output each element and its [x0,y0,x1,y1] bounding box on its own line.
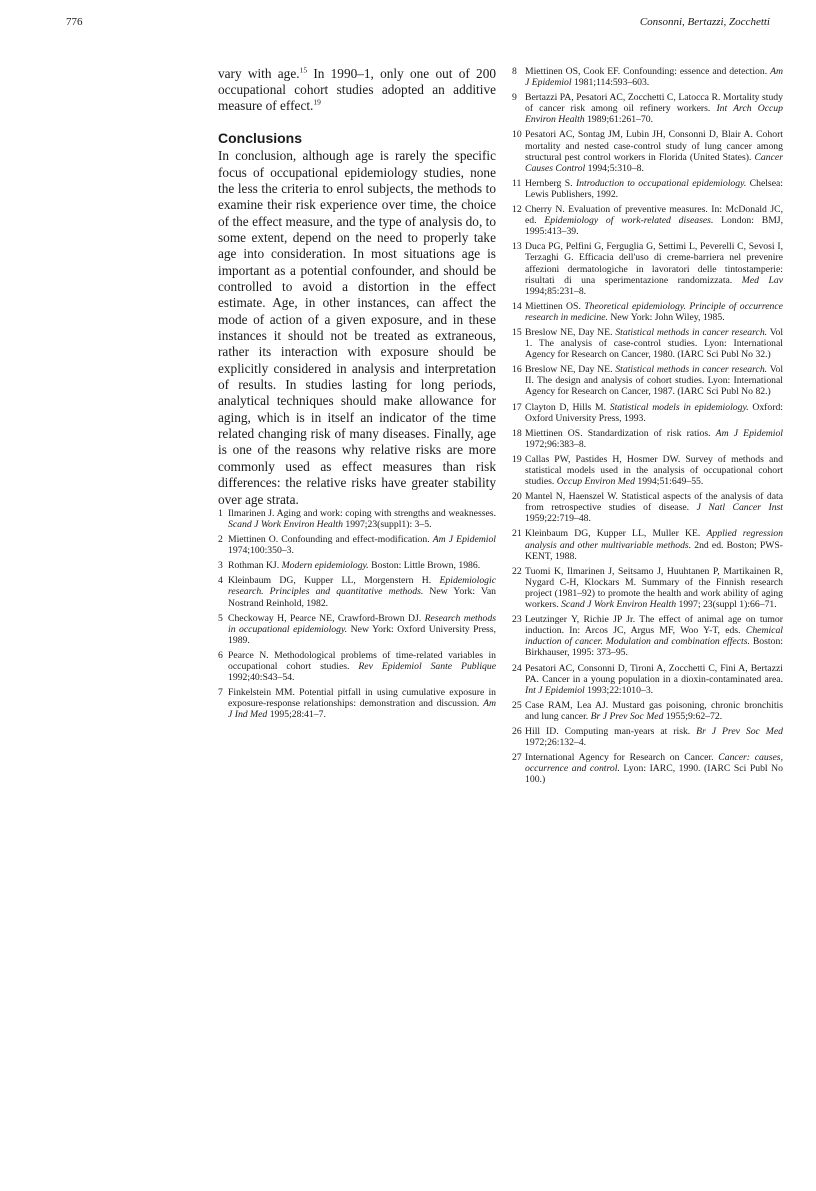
reference-text: Kleinbaum DG, Kupper LL, Muller KE. [525,528,707,540]
reference-number: 13 [512,241,522,253]
reference-number: 26 [512,725,522,737]
reference-details: 1992;40:S43–54. [228,672,295,684]
reference-number: 5 [218,612,223,624]
reference-number: 17 [512,401,522,413]
reference-item [218,560,496,571]
reference-details: 1994;51:649–55. [634,476,704,488]
reference-number: 6 [218,649,223,661]
reference-details: 2nd ed. Boston; PWS-KENT, 1988. [525,539,783,562]
reference-details: 1995;28:41–7. [267,709,326,721]
reference-number: 15 [512,326,522,338]
reference-item [512,364,783,397]
running-head: Consonni, Bertazzi, Zocchetti [639,16,770,28]
reference-details: 1993;22:1010–3. [584,684,654,696]
reference-text: Miettinen OS. Standardization of risk ratios. [525,427,716,439]
reference-details: Vol 1. The analysis of case-control studies. Lyon: International Agency for Research on Cancer, 1980. (IARC Sci Publ No 32.) [525,326,784,361]
reference-text: Bertazzi PA, Pesatori AC, Zocchetti C, Latocca R. Mortality study of cancer risk among oil refinery workers. [525,92,783,115]
reference-text: Tuomi K, Ilmarinen J, Seitsamo J, Huuhtanen P, Martikainen R, Nygard C-H, Klockars M. Summary of the Finnish research project (1981–92) to promote the health and work ability of aging workers. [525,565,783,611]
reference-source: Br J Prev Soc Med [696,725,783,737]
reference-details: Chelsea: Lewis Publishers, 1992. [525,177,783,200]
reference-item [512,726,783,748]
reference-text: Checkoway H, Pearce NE, Crawford-Brown DJ. [228,612,425,624]
reference-item [218,508,496,530]
reference-source: Statistical methods in cancer research. [615,326,768,338]
reference-text: Miettinen O. Confounding and effect-modification. [228,534,433,546]
conclusions-heading: Conclusions [218,130,303,147]
reference-source: Chemical induction of cancer. Modulation and combination effects. [525,625,783,648]
reference-item [512,454,783,487]
reference-details: 1997; 23(suppl 1):66–71. [676,599,777,611]
reference-text: Callas PW, Pastides H, Hosmer DW. Survey of methods and statistical models used in the analysis of occupational cohort studies. [525,453,783,488]
reference-number: 19 [512,453,522,465]
reference-source: Scand J Work Environ Health [561,599,677,611]
reference-item [512,204,783,237]
reference-details: 1994;85:231–8. [525,285,587,297]
reference-number: 27 [512,752,522,764]
reference-source: Theoretical epidemiology. Principle of occurrence research in medicine. [525,300,783,323]
reference-text: Cherry N. Evaluation of preventive measures. In: McDonald JC, ed. [525,204,783,227]
reference-source: Med Lav [741,274,784,286]
reference-text: Ilmarinen J. Aging and work: coping with strengths and weaknesses. [228,507,496,519]
reference-source: Am J Epidemiol [715,427,783,439]
reference-text: Hill ID. Computing man-years at risk. [525,725,697,737]
reference-text: Pesatori AC, Sontag JM, Lubin JH, Consonni D, Blair A. Cohort mortality and nested case-control study of lung cancer among structural pest control workers in Florida (United States). [525,129,783,163]
reference-source: Br J Prev Soc Med [590,710,664,722]
reference-item [512,491,783,524]
page-number: 776 [66,16,83,28]
citation-19: 19 [313,97,321,107]
reference-number: 10 [512,129,522,141]
reference-source: Occup Environ Med [556,476,635,488]
reference-text: Duca PG, Pelfini G, Ferguglia G, Settimi L, Peverelli C, Sevosi I, Terzaghi G. Efficacia dell'uso di creme-barriera nel prevenire affezioni dermatologiche in lavoratori delle tintostamperie: risultati di una sperimentazione randomizzata. [525,241,783,286]
reference-number: 23 [512,614,522,626]
reference-item [512,428,783,450]
reference-source: Scand J Work Environ Health [228,518,343,530]
reference-item [512,241,783,296]
reference-details: 1997;23(suppl1): 3–5. [342,518,432,530]
right-column [512,66,783,789]
reference-details: New York: Van Nostrand Reinhold, 1982. [228,586,497,609]
reference-source: Statistical methods in cancer research. [615,364,768,376]
reference-text: Mantel N, Haenszel W. Statistical aspects of the analysis of data from retrospective studies of disease. [525,491,783,514]
reference-source: Research methods in occupational epidemiology. [228,612,496,635]
reference-number: 7 [218,687,223,699]
reference-number: 20 [512,491,522,503]
reference-list-right [512,66,783,785]
reference-text: Miettinen OS. [525,300,585,312]
reference-source: Statistical models in epidemiology. [609,401,749,413]
reference-details: 1959;22:719–48. [525,513,591,525]
reference-source: Am J Ind Med [228,698,496,721]
reference-details: Boston: Little Brown, 1986. [368,560,481,572]
reference-item [218,534,496,556]
reference-item [512,566,783,610]
left-column [218,66,496,724]
reference-item [512,129,783,173]
reference-text: Clayton D, Hills M. [525,401,610,413]
reference-number: 24 [512,662,522,674]
reference-number: 25 [512,699,522,711]
reference-number: 21 [512,528,522,540]
intro-text-2: In 1990–1, only one out of 200 occupational cohort studies adopted an additive measure of effect. [218,66,496,114]
reference-source: Applied regression analysis and other multivariable methods. [525,528,783,551]
reference-details: 1974;100:350–3. [228,545,294,557]
reference-source: Am J Epidemiol [432,534,496,546]
reference-details: 1981;114:593–603. [571,77,650,89]
reference-item [512,178,783,200]
reference-number: 11 [512,177,522,189]
reference-details: 1972;26:132–4. [525,737,587,749]
reference-list-left [218,508,496,721]
reference-source: Am J Epidemiol [525,66,783,89]
reference-text: Rothman KJ. [228,560,282,572]
reference-item [218,687,496,720]
reference-details: New York: John Wiley, 1985. [607,311,725,323]
reference-source: Cancer Causes Control [525,151,783,174]
reference-source: Modern epidemiology. [281,560,369,572]
reference-number: 1 [218,507,223,519]
reference-item [512,92,783,125]
reference-item [512,700,783,722]
reference-number: 9 [512,92,517,104]
reference-item [512,402,783,424]
citation-15: 15 [299,65,308,75]
reference-source: Epidemiologic research. Principles and quantitative methods. [228,575,496,598]
reference-number: 4 [218,575,223,587]
reference-number: 22 [512,565,522,577]
reference-details: New York: Oxford University Press, 1989. [228,623,496,646]
reference-item [512,663,783,696]
reference-details: Boston: Birkhauser, 1995: 373–95. [525,636,783,659]
reference-text: Breslow NE, Day NE. [525,364,616,376]
reference-item [512,614,783,658]
reference-item [512,301,783,323]
reference-item [218,613,496,646]
reference-text: International Agency for Research on Cancer. [525,752,719,764]
reference-source: Int J Epidemiol [525,684,585,696]
reference-source: Epidemiology of work-related diseases. [544,215,714,227]
reference-number: 2 [218,534,223,546]
reference-text: Breslow NE, Day NE. [525,326,616,338]
reference-text: Kleinbaum DG, Kupper LL, Morgenstern H. [228,575,440,587]
reference-details: Vol II. The design and analysis of cohort studies. Lyon: International Agency for Research on Cancer, 1987. (IARC Sci Publ No 82.) [525,364,784,398]
reference-item [512,752,783,785]
reference-item [512,327,783,360]
conclusions-text: In conclusion, although age is rarely the specific focus of occupational epidemiology studies, none the less the criteria to enrol subjects, the methods to examine their risk experience over time, the choice of the effect measure, and the type of analysis do, to some extent, depend on the need to properly take age into consideration. In most situations age is important as a potential confounder, and should be controlled to avoid a distortion in the effect estimate. Age, in other instances, can affect the mode of action of a given exposure, and in these instances it should not be treated as extraneous, rather its interaction with exposure should be explicitly considered in analysis and interpretation of results. In studies lasting for long periods, analytical techniques should make allowance for aging, which is in itself an indicator of the time related changing risk of many diseases. Finally, age is one of the reasons why relative risks are more commonly used as effect measures than risk differences: the relative risks have greater stability over age strata. [218,148,496,507]
reference-item [512,66,783,88]
reference-source: Rev Epidemiol Sante Publique [358,660,496,672]
reference-number: 3 [218,560,223,572]
reference-text: Hernberg S. [525,177,576,189]
reference-text: Leutzinger Y, Richie JP Jr. The effect of animal age on tumor induction. In: Arcos JC, Argus MF, Woo Y-T, eds. [525,614,783,637]
reference-item [218,575,496,608]
reference-source: J Natl Cancer Inst [696,502,783,514]
reference-text: Pesatori AC, Consonni D, Tironi A, Zocchetti C, Fini A, Bertazzi PA. Cancer in a young population in a dioxin-contaminated area. [525,662,783,685]
reference-source: Introduction to occupational epidemiology. [575,177,747,189]
reference-details: 1955;9:62–72. [663,710,723,722]
reference-item [218,650,496,683]
reference-text: Pearce N. Methodological problems of time-related variables in occupational cohort studies. [228,649,496,672]
intro-paragraph [218,66,496,114]
reference-text: Miettinen OS, Cook EF. Confounding: essence and detection. [525,66,771,77]
reference-number: 16 [512,364,522,376]
intro-text: vary with age. [218,66,300,81]
reference-text: Case RAM, Lea AJ. Mustard gas poisoning, chronic bronchitis and lung cancer. [525,699,783,722]
reference-text: Finkelstein MM. Potential pitfall in using cumulative exposure in exposure-response relationships: demonstration and discussion. [228,687,496,710]
reference-source: Int Arch Occup Environ Health [525,103,783,126]
reference-details: 1994;5:310–8. [585,162,644,174]
reference-source: Cancer: causes, occurrence and control. [525,752,783,775]
reference-details: Oxford: Oxford University Press, 1993. [525,401,784,424]
reference-details: 1972;96:383–8. [525,438,587,450]
reference-details: 1989;61:261–70. [584,114,653,126]
reference-item [512,528,783,561]
reference-number: 12 [512,204,522,216]
reference-number: 14 [512,300,522,312]
reference-number: 18 [512,427,522,439]
reference-details: Lyon: IARC, 1990. (IARC Sci Publ No 100.) [525,763,783,786]
reference-number: 8 [512,66,517,77]
reference-details: London: BMJ, 1995:413–39. [525,215,783,238]
